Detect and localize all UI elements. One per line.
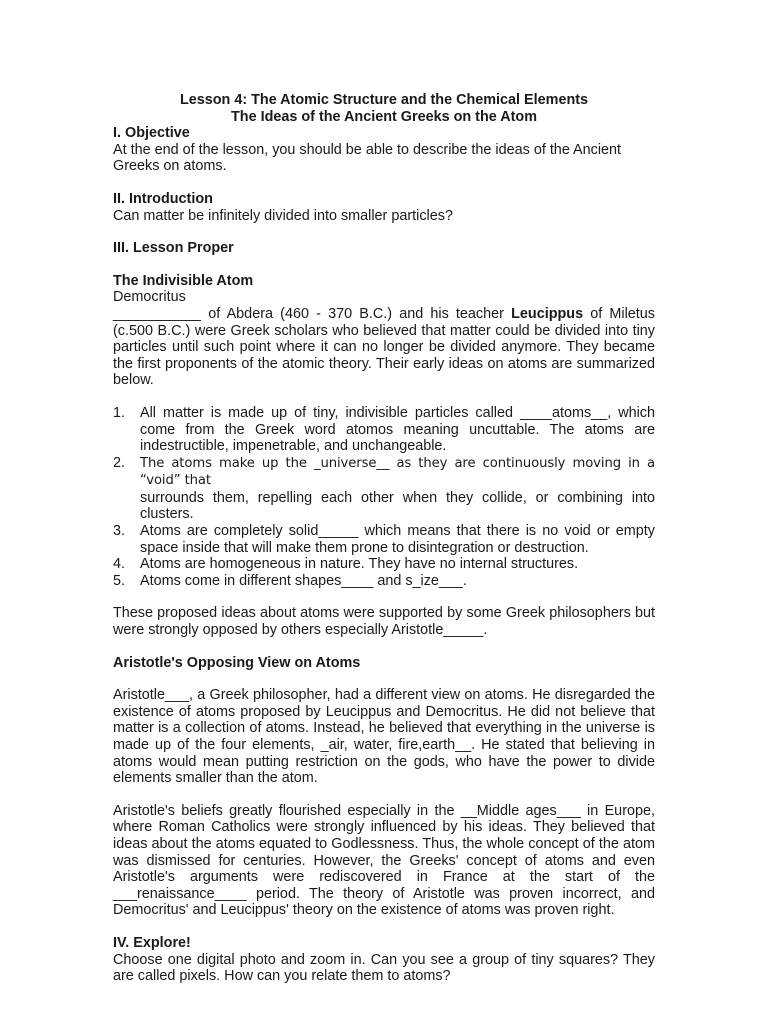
indivisible-atom-paragraph (113, 306, 655, 389)
list-item (113, 573, 655, 590)
list-item (113, 455, 655, 523)
list-text-line: The atoms make up the _universe__ as they are continuously moving in a “void” that (140, 455, 655, 489)
indivisible-atom-heading: The Indivisible Atom (113, 272, 254, 289)
list-text-line: surrounds them, repelling each other when they collide, or combining into clusters. (140, 489, 655, 523)
objective-text: At the end of the lesson, you should be able to describe the ideas of the Ancient Greeks on atoms. (113, 141, 622, 175)
lesson-subtitle: The Ideas of the Ancient Greeks on the Atom (231, 108, 537, 125)
list-number: 4. (113, 556, 126, 573)
objective-heading: I. Objective (113, 125, 190, 142)
list-text: Atoms come in different shapes____ and s_ize___. (140, 572, 467, 589)
aristotle-paragraph-2: Aristotle's beliefs greatly flourished especially in the __Middle ages___ in Europe, where Roman Catholics were strongly influenced by his ideas. They believed that ideas about the atoms equated to Godlessness. Thus, the whole concept of the atom was dismissed for centuries. However, the Greeks' concept of atoms and even Aristotle's arguments were rediscovered in France at the start of the ___renaissance____ period. The theory of Aristotle was proven incorrect, and Democritus' and Leucippus' theory on the existence of atoms was proven right. (113, 802, 655, 919)
democritus-label: Democritus (113, 289, 186, 306)
closing-paragraph: These proposed ideas about atoms were supported by some Greek philosophers but were strongly opposed by others especially Aristotle_____. (113, 605, 655, 639)
introduction-heading: II. Introduction (113, 190, 213, 207)
list-item (113, 405, 655, 455)
list-number: 1. (113, 404, 126, 421)
list-text: Atoms are homogeneous in nature. They have no internal structures. (140, 556, 579, 573)
list-item (113, 523, 655, 556)
lesson-title: Lesson 4: The Atomic Structure and the Chemical Elements (179, 92, 589, 108)
introduction-text: Can matter be infinitely divided into smaller particles? (113, 207, 453, 224)
list-text: Atoms are completely solid_____ which means that there is no void or empty space inside that will make them prone to disintegration or destruction. (140, 523, 655, 556)
list-item (113, 556, 655, 573)
atomic-ideas-list (113, 405, 655, 590)
leucippus-name: Leucippus (511, 305, 584, 322)
paragraph-text: of Abdera (460 - 370 B.C.) and his teacher (201, 305, 512, 322)
explore-text: Choose one digital photo and zoom in. Can you see a group of tiny squares? They are called pixels. How can you relate them to atoms? (113, 951, 655, 985)
explore-heading: IV. Explore! (113, 934, 191, 951)
list-text (140, 455, 655, 523)
list-text: All matter is made up of tiny, indivisible particles called ____atoms__, which come from the Greek word atomos meaning uncuttable. The atoms are indestructible, impenetrable, and unchangeable. (140, 404, 655, 455)
lesson-proper-heading: III. Lesson Proper (113, 240, 234, 257)
aristotle-heading: Aristotle's Opposing View on Atoms (113, 654, 361, 671)
aristotle-paragraph-1: Aristotle___, a Greek philosopher, had a different view on atoms. He disregarded the existence of atoms proposed by Leucippus and Democritus. He did not believe that matter is a collection of atoms. Instead, he believed that everything in the universe is made up of the four elements, _air, water, fire,earth__. He stated that believing in atoms would mean putting restriction on the gods, who have the power to divide elements smaller than the atom. (113, 687, 655, 787)
paragraph-text: of Miletus (c.500 B.C.) were Greek scholars who believed that matter could be divided into tiny particles until such point where it can no longer be divided anymore. They became the first proponents of the atomic theory. Their early ideas on atoms are summarized below. (113, 305, 655, 389)
document-page (113, 92, 655, 985)
list-number: 2. (113, 454, 126, 471)
list-number: 5. (113, 572, 126, 589)
list-number: 3. (113, 523, 126, 540)
fill-blank: ___________ (113, 305, 202, 322)
